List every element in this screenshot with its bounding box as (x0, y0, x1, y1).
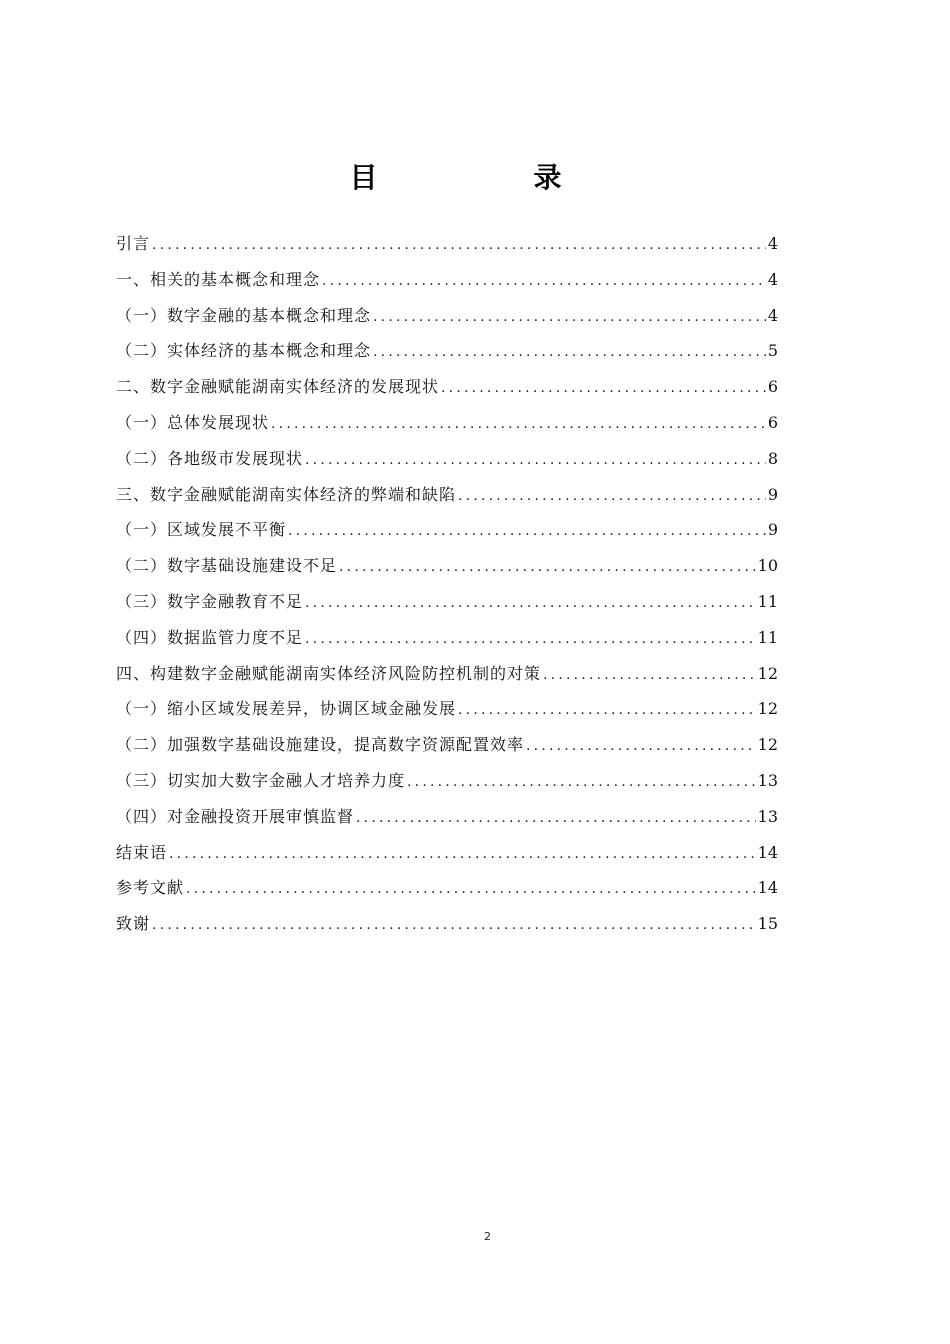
toc-entry-page: 9 (767, 484, 778, 504)
toc-entry-label: （一）数字金融的基本概念和理念 (116, 305, 372, 325)
toc-entry-label: 参考文献 (116, 878, 185, 898)
toc-entry-label: （二）数字基础设施建设不足 (116, 556, 338, 576)
toc-entry-page: 13 (757, 770, 778, 790)
toc-entry-label: 三、数字金融赋能湖南实体经济的弊端和缺陷 (116, 484, 457, 504)
toc-dot-leader (271, 407, 766, 443)
toc-dot-leader (288, 514, 766, 550)
toc-entry-page: 14 (757, 878, 778, 898)
toc-entry-label: 一、相关的基本概念和理念 (116, 269, 321, 289)
toc-entry-page: 12 (757, 663, 778, 683)
toc-entry-page: 12 (757, 735, 778, 755)
toc-entry-page: 13 (757, 806, 778, 826)
toc-entry[interactable] (116, 369, 778, 405)
toc-entry-label: （三）数字金融教育不足 (116, 591, 304, 611)
toc-dot-leader (373, 300, 766, 336)
toc-dot-leader (339, 550, 756, 586)
toc-entry[interactable] (116, 548, 778, 584)
toc-entry-page: 15 (757, 914, 778, 934)
toc-entry[interactable] (116, 298, 778, 334)
toc-entry-label: 致谢 (116, 914, 151, 934)
toc-entry-label: （一）总体发展现状 (116, 412, 270, 432)
toc-entry-page: 11 (757, 591, 778, 611)
toc-entry[interactable] (116, 835, 778, 871)
toc-entry-page: 10 (757, 556, 778, 576)
toc-dot-leader (169, 837, 756, 873)
toc-entry-label: （四）数据监管力度不足 (116, 627, 304, 647)
toc-dot-leader (186, 872, 756, 908)
page-number: 2 (484, 1230, 491, 1243)
toc-entry-page: 4 (767, 305, 778, 325)
toc-entry-page: 6 (767, 412, 778, 432)
toc-entry-label: （四）对金融投资开展审慎监督 (116, 806, 355, 826)
toc-dot-leader (458, 479, 766, 515)
toc-entry-label: （三）切实加大数字金融人才培养力度 (116, 770, 406, 790)
toc-entry[interactable] (116, 584, 778, 620)
toc-entry[interactable] (116, 691, 778, 727)
toc-entry[interactable] (116, 226, 778, 262)
toc-entry[interactable] (116, 333, 778, 369)
toc-entry[interactable] (116, 906, 778, 942)
toc-entry[interactable] (116, 620, 778, 656)
toc-dot-leader (458, 693, 756, 729)
toc-entry[interactable] (116, 763, 778, 799)
toc-entry-page: 12 (757, 699, 778, 719)
toc-entry[interactable] (116, 477, 778, 513)
toc-entry-label: 二、数字金融赋能湖南实体经济的发展现状 (116, 377, 440, 397)
toc-entry-label: （一）区域发展不平衡 (116, 520, 287, 540)
toc-entry-page: 11 (757, 627, 778, 647)
toc-entry-label: （二）加强数字基础设施建设，提高数字资源配置效率 (116, 735, 525, 755)
toc-dot-leader (152, 908, 756, 944)
toc-list (116, 226, 778, 942)
toc-entry-label: 结束语 (116, 842, 168, 862)
toc-entry-label: 四、构建数字金融赋能湖南实体经济风险防控机制的对策 (116, 663, 542, 683)
toc-dot-leader (526, 729, 756, 765)
toc-dot-leader (441, 371, 766, 407)
toc-dot-leader (322, 264, 766, 300)
toc-entry-label: （二）各地级市发展现状 (116, 448, 304, 468)
toc-title: 目 录 (349, 161, 626, 194)
toc-dot-leader (543, 658, 756, 694)
toc-entry[interactable] (116, 405, 778, 441)
toc-entry-label: （一）缩小区域发展差异，协调区域金融发展 (116, 699, 457, 719)
toc-entry[interactable] (116, 512, 778, 548)
toc-entry[interactable] (116, 656, 778, 692)
toc-entry-page: 5 (767, 341, 778, 361)
toc-entry-label: （二）实体经济的基本概念和理念 (116, 341, 372, 361)
toc-entry[interactable] (116, 262, 778, 298)
toc-entry-page: 6 (767, 377, 778, 397)
toc-dot-leader (305, 622, 756, 658)
toc-entry[interactable] (116, 727, 778, 763)
toc-dot-leader (407, 765, 756, 801)
toc-entry[interactable] (116, 441, 778, 477)
toc-entry-page: 4 (767, 234, 778, 253)
toc-entry[interactable] (116, 799, 778, 835)
toc-entry-page: 8 (767, 448, 778, 468)
toc-entry[interactable] (116, 870, 778, 906)
toc-dot-leader (373, 335, 766, 371)
toc-entry-page: 14 (757, 842, 778, 862)
toc-entry-page: 4 (767, 269, 778, 289)
toc-dot-leader (305, 586, 756, 622)
toc-entry-page: 9 (767, 520, 778, 540)
toc-dot-leader (356, 801, 756, 837)
toc-dot-leader (152, 228, 766, 264)
toc-dot-leader (305, 443, 766, 479)
toc-entry-label: 引言 (116, 234, 151, 253)
